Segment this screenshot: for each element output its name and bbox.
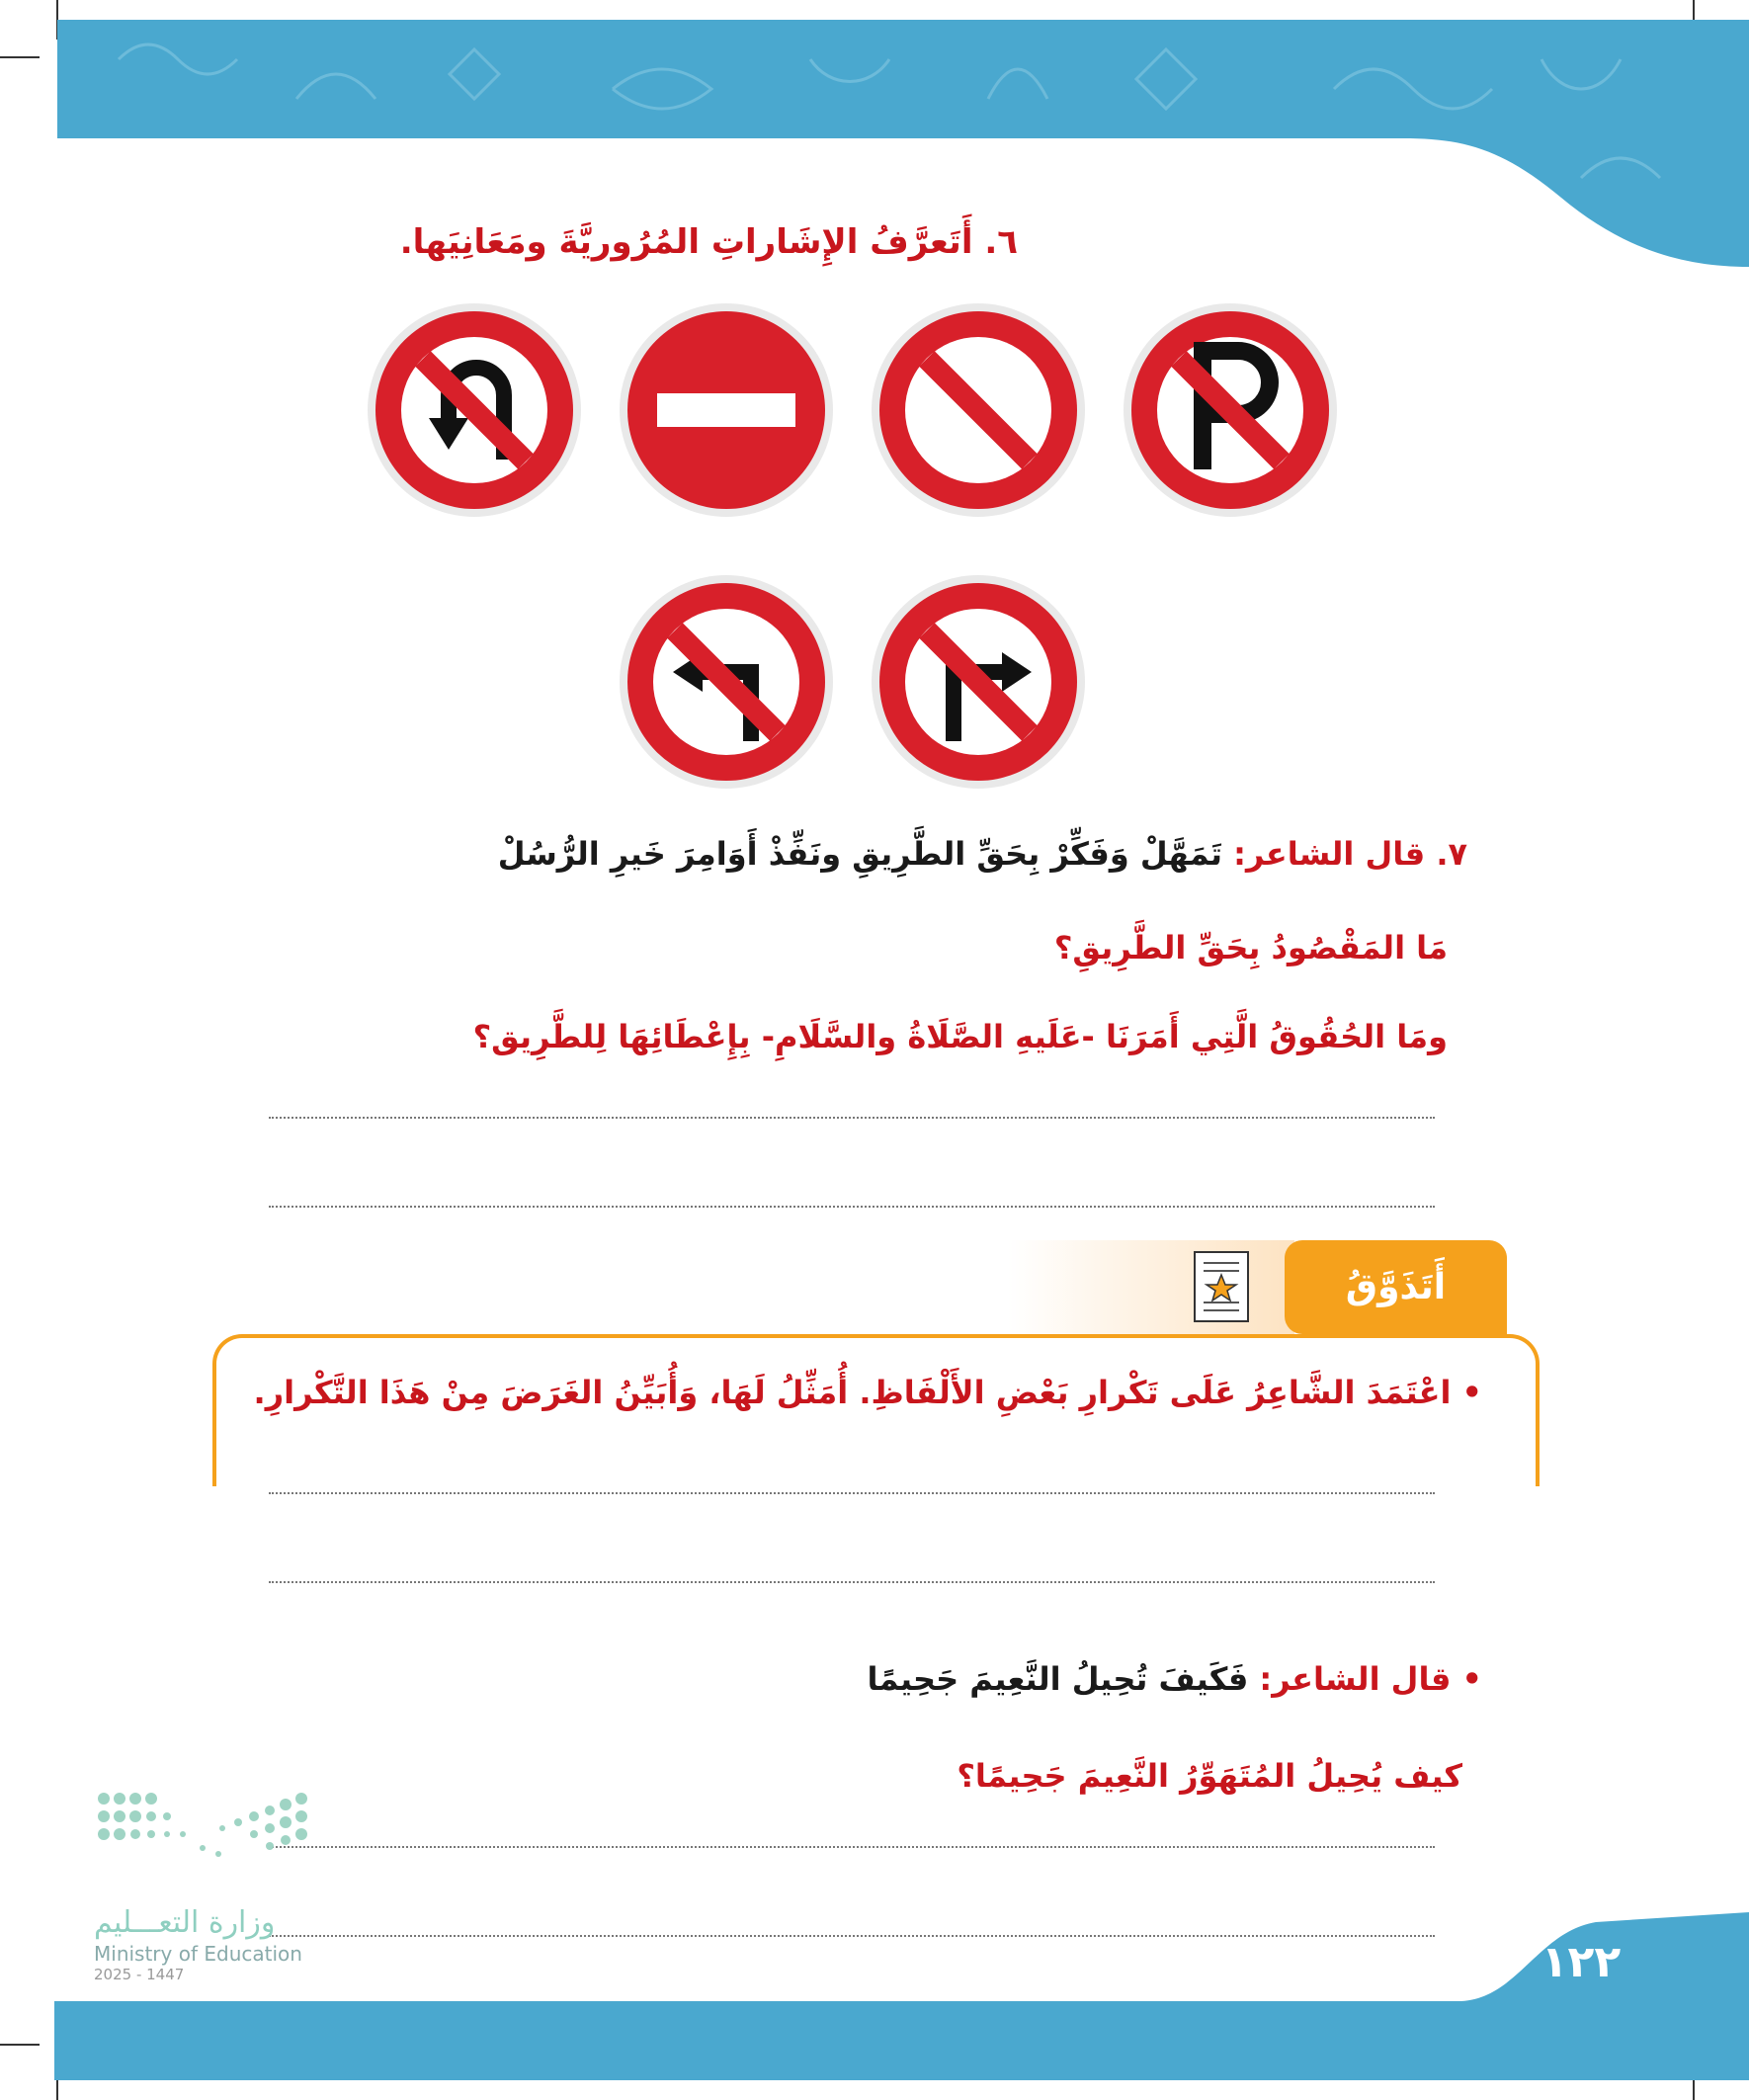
taste-bullet-2-lead: قال الشاعر: <box>1248 1660 1452 1698</box>
section-header-fade <box>1008 1240 1294 1334</box>
ministry-english: Ministry of Education <box>94 1942 302 1966</box>
section-title: أَتَذَوَّقُ <box>1345 1267 1447 1307</box>
no-parking-sign <box>1122 301 1339 519</box>
question-7-verse: تَمَهَّلْ وَفَكِّرْ بِحَقِّ الطَّرِيقِ ونَفِّذْ أَوَامِرَ خَيرِ الرُّسُلْ <box>497 835 1223 873</box>
no-right-turn-sign <box>870 573 1087 791</box>
answer-line[interactable] <box>269 1492 1435 1494</box>
vision-dots-icon <box>94 1789 321 1897</box>
page-number: ١٢٢ <box>1541 1937 1622 1987</box>
no-stopping-sign <box>870 301 1087 519</box>
taste-bullet-2 <box>867 1660 1482 1698</box>
bullet-dot: • <box>1451 1660 1482 1698</box>
taste-bullet-2-question: كيف يُحِيلُ المُتَهَوِّرُ النَّعِيمَ جَحِيمًا؟ <box>957 1757 1462 1795</box>
answer-line[interactable] <box>269 1117 1435 1119</box>
answer-line[interactable] <box>269 1206 1435 1208</box>
question-6-title: ٦. أَتَعرَّفُ الإِشَاراتِ المُرُوريَّةَ ومَعَانِيَها. <box>399 222 1018 262</box>
no-u-turn-sign <box>366 301 583 519</box>
question-7-sub-1: مَا المَقْصُودُ بِحَقِّ الطَّرِيقِ؟ <box>1053 929 1448 966</box>
answer-line[interactable] <box>269 1846 1435 1848</box>
taste-bullet-1-text: اعْتَمَدَ الشَّاعِرُ عَلَى تَكْرارِ بَعْضِ الأَلْفَاظِ. أُمَثِّلُ لَهَا، وَأُبَيِّنُ الغَرَضَ مِنْ هَذَا التَّكْرارِ. <box>253 1374 1452 1411</box>
section-tab-taste <box>1285 1240 1507 1334</box>
answer-line[interactable] <box>269 1581 1435 1583</box>
taste-bullet-1 <box>254 1374 1482 1411</box>
footer-band <box>54 1912 1749 2080</box>
crop-mark <box>0 2044 40 2046</box>
taste-bullet-2-verse: فَكَيفَ تُحِيلُ النَّعِيمَ جَحِيمًا <box>867 1660 1249 1698</box>
no-entry-sign <box>618 301 835 519</box>
star-document-icon <box>1194 1251 1249 1322</box>
ministry-year: 2025 - 1447 <box>94 1966 185 1983</box>
bullet-dot: • <box>1451 1374 1482 1411</box>
no-left-turn-sign <box>618 573 835 791</box>
question-7-lead: ٧. قال الشاعر: <box>1222 835 1467 873</box>
question-7 <box>498 835 1467 873</box>
ministry-arabic: وزارة التعـــليم <box>94 1905 276 1940</box>
question-7-sub-2: ومَا الحُقُوقُ الَّتِي أَمَرَنَا -عَلَيهِ الصَّلَاةُ والسَّلَامِ- بِإِعْطَائِهَا لِلطَّرِيق؟ <box>472 1018 1448 1055</box>
